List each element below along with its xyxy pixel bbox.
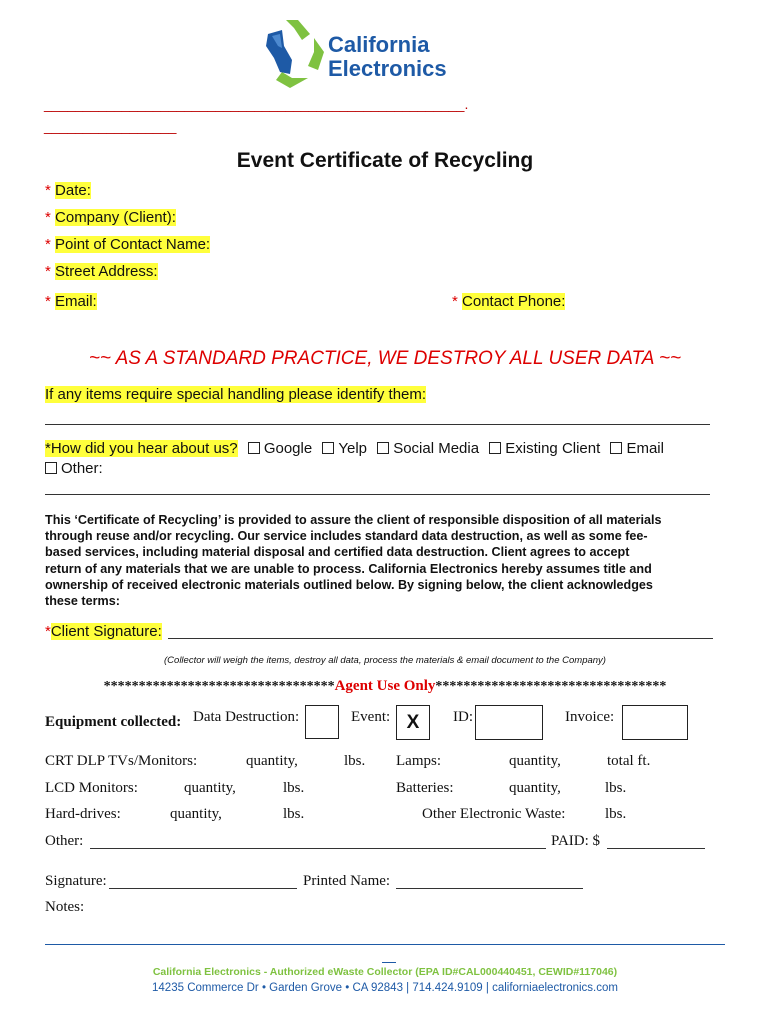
required-star: *	[45, 293, 51, 310]
required-star: *	[45, 236, 51, 253]
crt-lbs[interactable]: lbs.	[344, 753, 366, 769]
hear-about-us	[45, 440, 664, 457]
certificate-paragraph	[45, 512, 735, 609]
poc-field[interactable]	[45, 236, 210, 253]
required-star: *	[45, 182, 51, 199]
crt-label: CRT DLP TVs/Monitors:	[45, 753, 198, 769]
paragraph-line: through reuse and/or recycling. Our service includes standard data destruction, as well as some fee-	[45, 529, 648, 544]
client-signature-label: *Client Signature:	[45, 623, 162, 640]
stars-left: *********************************	[103, 679, 335, 694]
required-star: *	[45, 209, 51, 226]
collector-note: (Collector will weigh the items, destroy all data, process the materials & email document to the Company)	[164, 655, 606, 666]
paragraph-line: This ‘Certificate of Recycling’ is provided to assure the client of responsible disposition of all materials	[45, 513, 662, 527]
hdd-quantity[interactable]: quantity,	[170, 806, 222, 822]
lcd-label: LCD Monitors:	[45, 780, 138, 796]
id-label: ID:	[453, 709, 473, 725]
footer-divider-short	[382, 962, 396, 963]
other-input-line[interactable]	[90, 848, 546, 849]
other-ewaste-lbs[interactable]: lbs.	[605, 806, 627, 822]
batteries-label: Batteries:	[396, 780, 454, 796]
date-field[interactable]	[45, 182, 91, 199]
printed-name-label: Printed Name:	[303, 873, 391, 889]
paragraph-line: based services, including material disposal and certified data destruction. Client agrees to accept	[45, 545, 630, 560]
signature-input-line[interactable]	[109, 888, 297, 889]
phone-label: Contact Phone:	[462, 293, 566, 310]
google-checkbox[interactable]	[248, 442, 260, 454]
street-label: Street Address:	[55, 263, 158, 280]
page-title: Event Certificate of Recycling	[236, 149, 534, 172]
social-media-checkbox[interactable]	[377, 442, 389, 454]
special-handling-line[interactable]	[45, 424, 710, 425]
notes-label: Notes:	[45, 899, 85, 915]
event-box[interactable]	[396, 705, 430, 740]
phone-field[interactable]	[452, 293, 565, 310]
email-checkbox[interactable]	[610, 442, 622, 454]
logo-line2: Electronics	[328, 56, 447, 81]
yelp-checkbox[interactable]	[322, 442, 334, 454]
logo	[258, 16, 458, 96]
header-dash-line-2: _________________	[44, 118, 177, 134]
hear-about-label: *How did you hear about us?	[45, 440, 238, 457]
footer-line-2: 14235 Commerce Dr • Garden Grove • CA 92843 | 714.424.9109 | californiaelectronics.com	[152, 982, 618, 994]
stars-right: *********************************	[435, 679, 667, 694]
client-signature-line[interactable]	[168, 638, 713, 639]
agent-use-only-banner	[0, 678, 770, 695]
paragraph-line: return of any materials that we are unable to process. California Electronics hereby assumes title and	[45, 561, 652, 576]
printed-name-input-line[interactable]	[396, 888, 583, 889]
lamps-label: Lamps:	[396, 753, 441, 769]
invoice-label: Invoice:	[565, 709, 615, 725]
company-label: Company (Client):	[55, 209, 176, 226]
other-option	[45, 460, 103, 477]
lcd-quantity[interactable]: quantity,	[184, 780, 236, 796]
special-handling-label: If any items require special handling please identify them:	[45, 386, 427, 403]
event-mark: X	[406, 712, 420, 733]
lcd-lbs[interactable]: lbs.	[283, 780, 305, 796]
data-destruction-box[interactable]	[305, 705, 339, 739]
footer-divider	[45, 944, 725, 945]
paragraph-line: ownership of received electronic materials outlined below. By signing below, the client acknowledges	[45, 577, 653, 592]
yelp-option-label: Yelp	[338, 440, 368, 457]
batteries-quantity[interactable]: quantity,	[509, 780, 561, 796]
batteries-lbs[interactable]: lbs.	[605, 780, 627, 796]
agent-use-only-label: Agent Use Only	[334, 678, 436, 694]
invoice-box[interactable]	[622, 705, 688, 740]
existing-client-option-label: Existing Client	[505, 440, 601, 457]
event-label: Event:	[351, 709, 391, 725]
hdd-label: Hard-drives:	[45, 806, 121, 822]
email-field[interactable]	[45, 293, 97, 310]
data-destruction-label: Data Destruction:	[193, 709, 300, 725]
logo-line1: California	[328, 32, 430, 57]
required-star: *	[45, 623, 51, 640]
email-label: Email:	[55, 293, 97, 310]
header-dash-line-1: ______________________________________________________.	[44, 96, 469, 112]
paragraph-line: these terms:	[45, 594, 120, 609]
paid-label: PAID: $	[551, 833, 601, 849]
equipment-collected-label: Equipment collected:	[45, 714, 182, 730]
email-option-label: Email	[626, 440, 664, 457]
google-option-label: Google	[263, 440, 313, 457]
other-line-label: Other:	[45, 833, 84, 849]
crt-quantity[interactable]: quantity,	[246, 753, 298, 769]
other-line[interactable]	[45, 494, 710, 495]
standard-practice-banner: ~~ AS A STANDARD PRACTICE, WE DESTROY ALL USER DATA ~~	[88, 348, 682, 369]
recycle-california-icon	[258, 16, 330, 94]
id-box[interactable]	[475, 705, 543, 740]
required-star: *	[45, 263, 51, 280]
date-label: Date:	[55, 182, 91, 199]
other-option-label: Other:	[61, 460, 103, 477]
lamps-total-ft[interactable]: total ft.	[607, 753, 651, 769]
existing-client-checkbox[interactable]	[489, 442, 501, 454]
company-field[interactable]	[45, 209, 176, 226]
poc-label: Point of Contact Name:	[55, 236, 211, 253]
street-field[interactable]	[45, 263, 158, 280]
footer-line-1: California Electronics - Authorized eWaste Collector (EPA ID#CAL000440451, CEWID#117046)	[152, 966, 618, 978]
required-star: *	[452, 293, 458, 310]
other-ewaste-label: Other Electronic Waste:	[422, 806, 566, 822]
hdd-lbs[interactable]: lbs.	[283, 806, 305, 822]
signature-label: Signature:	[45, 873, 107, 889]
other-checkbox[interactable]	[45, 462, 57, 474]
paid-input-line[interactable]	[607, 848, 705, 849]
lamps-quantity[interactable]: quantity,	[509, 753, 561, 769]
social-media-option-label: Social Media	[393, 440, 480, 457]
